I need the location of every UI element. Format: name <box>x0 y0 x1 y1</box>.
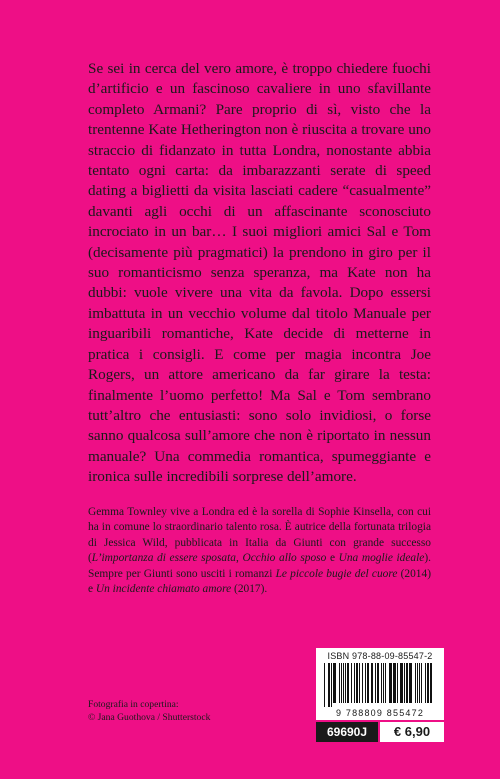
barcode-bar <box>371 663 373 703</box>
barcode-bar <box>381 663 382 703</box>
book-title: Un incidente chiamato amore <box>95 583 232 596</box>
barcode-bar <box>331 663 332 707</box>
barcode-bar <box>328 663 330 707</box>
blurb-text: Se sei in cerca del vero amore, è troppo chiedere fuochi d’artificio e un fascinoso cavaliere in uno sfavillante completo Armani? Pare proprio di sì, visto che la trentenne Kate Hetherington non è riuscita a trovare uno straccio di fidanzato in tutta Londra, nonostante abbia tentato ogni carta: da imbarazzanti serate di speed dating a biglietti da visita lasciati cadere “casualmente” davanti agli occhi di un affascinante sconosciuto incrociato in un bar… I suoi migliori amici Sal e Tom (decisamente più pragmatici) la prendono in giro per il suo romanticismo senza speranza, ma Kate non ha dubbi: vuole vivere una vita da favola. Dopo essersi imbattuta in un vecchio volume dal titolo Manuale per inguaribili romantiche, Kate decide di metterne in pratica i consigli. E come per magia incontra Joe Rogers, un attore americano da far girare la testa: finalmente l’uomo perfetto! Ma Sal e Tom sembrano tutt’altro che entusiasti: sono solo invidiosi, o forse sanno qualcosa sull’amore che non è riportato in nessun manuale? Una commedia romantica, spumeggiante e ironica sulle incredibili sorprese dell’amore. <box>88 60 431 486</box>
isbn-label: ISBN 978-88-09-85547-2 <box>327 651 433 661</box>
barcode-bar <box>359 663 360 703</box>
barcode-bar <box>375 663 376 703</box>
back-cover-blurb <box>88 59 431 488</box>
barcode-bar <box>341 663 342 703</box>
barcode-bar <box>397 663 398 703</box>
author-bio <box>88 505 431 597</box>
barcode-bar <box>324 663 325 707</box>
barcode-bar <box>389 663 392 703</box>
barcode-bar <box>400 663 403 703</box>
barcode-bar <box>406 663 408 703</box>
photo-credit-line1: Fotografia in copertina: <box>88 699 179 710</box>
barcode-bar <box>385 663 386 703</box>
barcode-bar <box>377 663 379 703</box>
barcode-bar <box>356 663 358 703</box>
book-title: Le piccole bugie del cuore <box>275 567 398 580</box>
barcode-bar <box>351 663 352 703</box>
book-title: Una moglie ideale <box>338 552 425 565</box>
price-tag: € 6,90 <box>380 722 444 742</box>
photo-credit <box>88 698 210 724</box>
barcode-bar <box>365 663 366 703</box>
photo-credit-line2: © Jana Guothova / Shutterstock <box>88 712 211 723</box>
barcode-bar <box>393 663 396 703</box>
barcode-bar <box>419 663 420 703</box>
barcode-bar <box>427 663 429 703</box>
barcode-bar <box>347 663 349 703</box>
product-code: 69690J <box>316 722 378 742</box>
barcode-bar <box>333 663 336 703</box>
barcode-bar <box>367 663 369 703</box>
barcode-bars <box>322 663 438 707</box>
barcode-bar <box>345 663 346 703</box>
barcode-bar <box>383 663 384 703</box>
barcode-bar <box>430 663 432 703</box>
barcode-bar <box>343 663 344 703</box>
isbn-barcode <box>316 648 444 720</box>
book-title: L’importanza di essere sposata <box>91 552 236 565</box>
barcode-bar <box>425 663 426 703</box>
barcode-bar <box>362 663 363 703</box>
barcode-digits: 9 788809 855472 <box>335 708 425 718</box>
barcode-bar <box>409 663 412 703</box>
barcode-bar <box>421 663 422 703</box>
barcode-bar <box>417 663 418 703</box>
author-bio-paragraph: Gemma Townley vive a Londra ed è la sorella di Sophie Kinsella, con cui ha in comune lo straordinario talento rosa. È autrice della fortunata trilogia di Jessica Wild, pubblicata in Italia da Giunti con grande successo (L’importanza di essere sposata, Occhio allo sposo e Una moglie ideale). Sempre per Giunti sono usciti i romanzi Le piccole bugie del cuore (2014) e Un incidente chiamato amore (2017). <box>88 506 431 596</box>
barcode-bar <box>339 663 340 703</box>
book-title: Occhio allo sposo <box>242 552 327 565</box>
barcode-bar <box>415 663 416 703</box>
barcode-bar <box>354 663 355 703</box>
barcode-bar <box>404 663 405 703</box>
